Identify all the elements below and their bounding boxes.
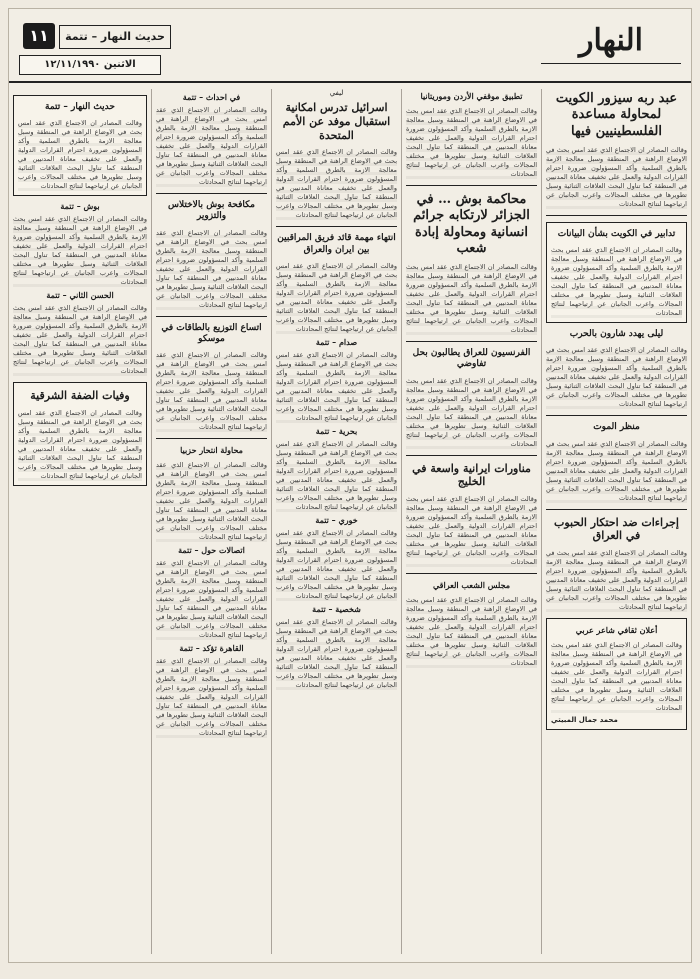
headline-iraq-grain: إجراءات ضد احتكار الحبوب في العراق xyxy=(554,515,679,543)
article-body: وقالت المصادر ان الاجتماع الذي عقد امس بحث في الاوضاع الراهنة في المنطقة وسبل معالجة الازمة بالطرق السلمية وأكد المسؤولون ضرورة احترام القرارات الدولية والعمل على تخفيف معاناة المدنيين في المنطقة كما تناول البحث العلاقات الثنائية وسبل تطويرها في مختلف المجالات واعرب الجانبان عن ارتياحهما لنتائج المحادثات xyxy=(276,148,397,220)
continued-contacts: اتصالات حول – تتمة xyxy=(178,545,245,555)
headline-death-scene: منظر الموت xyxy=(593,422,640,433)
date-line: الاثنين ١٢/١١/١٩٩٠ xyxy=(19,55,161,75)
column-1 xyxy=(541,89,691,954)
headline-jordan: تطبيق موقفي الأردن وموريتانيا xyxy=(420,91,523,101)
headline-observers: انتهاء مهمة قائد فريق المراقبين بين ايران والعراق xyxy=(277,233,396,255)
column-4 xyxy=(151,89,271,954)
article-body: وقالت المصادر ان الاجتماع الذي عقد امس بحث في الاوضاع الراهنة في المنطقة وسبل معالجة الازمة بالطرق السلمية وأكد المسؤولون ضرورة احترام القرارات الدولية والعمل على تخفيف معاناة المدنيين في المنطقة كما تناول البحث العلاقات الثنائية وسبل تطويرها في مختلف المجالات واعرب الجانبان عن ارتياحهما لنتائج المحادثات xyxy=(276,261,397,333)
article-body: وقالت المصادر ان الاجتماع الذي عقد امس بحث في الاوضاع الراهنة في المنطقة وسبل معالجة الازمة بالطرق السلمية وأكد المسؤولون ضرورة احترام القرارات الدولية والعمل على تخفيف معاناة المدنيين في المنطقة كما تناول البحث العلاقات الثنائية وسبل تطويرها في مختلف المجالات واعرب الجانبان عن ارتياحهما لنتائج المحادثات xyxy=(406,107,537,178)
boxed-obituaries xyxy=(13,382,147,486)
continued-saddam: صدام – تتمة xyxy=(315,336,358,347)
headline-obituaries: وفيات الضفة الشرقية xyxy=(30,389,130,403)
page-number: ١١ xyxy=(23,23,55,49)
boxed-editorial xyxy=(13,95,147,196)
article-body: وقالت المصادر ان الاجتماع الذي عقد امس بحث في الاوضاع الراهنة في المنطقة وسبل معالجة الازمة بالطرق السلمية وأكد المسؤولون ضرورة احترام القرارات الدولية والعمل على تخفيف معاناة المدنيين في المنطقة كما تناول البحث العلاقات الثنائية وسبل تطويرها في مختلف المجالات واعرب الجانبان عن ارتياحهما لنتائج المحادثات xyxy=(13,304,147,376)
continued-cairo: القاهرة تؤكد – تتمة xyxy=(179,643,244,653)
article-body: وقالت المصادر ان الاجتماع الذي عقد امس بحث في الاوضاع الراهنة في المنطقة وسبل معالجة الازمة بالطرق السلمية وأكد المسؤولون ضرورة احترام القرارات الدولية والعمل على تخفيف معاناة المدنيين في المنطقة كما تناول البحث العلاقات الثنائية وسبل تطويرها في مختلف المجالات واعرب الجانبان عن ارتياحهما لنتائج المحادثات xyxy=(18,409,142,480)
article-body: وقالت المصادر ان الاجتماع الذي عقد امس بحث في الاوضاع الراهنة في المنطقة وسبل معالجة الازمة بالطرق السلمية وأكد المسؤولون ضرورة احترام القرارات الدولية والعمل على تخفيف معاناة المدنيين في المنطقة كما تناول البحث العلاقات الثنائية وسبل تطويرها في مختلف المجالات واعرب الجانبان عن ارتياحهما لنتائج المحادثات xyxy=(156,228,267,309)
article-body: وقالت المصادر ان الاجتماع الذي عقد امس بحث في الاوضاع الراهنة في المنطقة وسبل معالجة الازمة بالطرق السلمية وأكد المسؤولون ضرورة احترام القرارات الدولية والعمل على تخفيف معاناة المدنيين في المنطقة كما تناول البحث العلاقات الثنائية وسبل تطويرها في مختلف المجالات واعرب الجانبان عن ارتياحهما لنتائج المحادثات xyxy=(276,350,397,422)
headline-bush-trial: محاكمة بوش … في الجزائر لارتكابه جرائم انسانية ومحاولة إبادة شعب xyxy=(413,192,530,256)
article-body: وقالت المصادر ان الاجتماع الذي عقد امس بحث في الاوضاع الراهنة في المنطقة وسبل معالجة الازمة بالطرق السلمية وأكد المسؤولون ضرورة احترام القرارات الدولية والعمل على تخفيف معاناة المدنيين في المنطقة كما تناول البحث العلاقات الثنائية وسبل تطويرها في مختلف المجالات واعرب الجانبان عن ارتياحهما لنتائج المحادثات xyxy=(406,596,537,667)
article-body: وقالت المصادر ان الاجتماع الذي عقد امس بحث في الاوضاع الراهنة في المنطقة وسبل معالجة الازمة بالطرق السلمية وأكد المسؤولون ضرورة احترام القرارات الدولية والعمل على تخفيف معاناة المدنيين في المنطقة كما تناول البحث العلاقات الثنائية وسبل تطويرها في مختلف المجالات واعرب الجانبان عن ارتياحهما لنتائج المحادثات xyxy=(156,461,267,541)
headline-editorial: حديث النهار – تتمة xyxy=(45,102,115,112)
article-body: وقالت المصادر ان الاجتماع الذي عقد امس بحث في الاوضاع الراهنة في المنطقة وسبل معالجة الازمة بالطرق السلمية وأكد المسؤولون ضرورة احترام القرارات الدولية والعمل على تخفيف معاناة المدنيين في المنطقة كما تناول البحث العلاقات الثنائية وسبل تطويرها في مختلف المجالات واعرب الجانبان عن ارتياحهما لنتائج المحادثات xyxy=(406,376,537,448)
boxed-announcement xyxy=(546,618,687,730)
article-body: وقالت المصادر ان الاجتماع الذي عقد امس بحث في الاوضاع الراهنة في المنطقة وسبل معالجة الازمة بالطرق السلمية وأكد المسؤولون ضرورة احترام القرارات الدولية والعمل على تخفيف معاناة المدنيين في المنطقة كما تناول البحث العلاقات الثنائية وسبل تطويرها في مختلف المجالات واعرب الجانبان عن ارتياحهما لنتائج المحادثات xyxy=(276,528,397,600)
continued-naval: بحرية – تتمة xyxy=(315,425,358,436)
headline-poet: أعلان ثقافي شاعر عربي xyxy=(575,625,658,635)
masthead-logo: النهار xyxy=(541,19,681,64)
article-body: وقالت المصادر ان الاجتماع الذي عقد امس بحث في الاوضاع الراهنة في المنطقة وسبل معالجة الازمة بالطرق السلمية وأكد المسؤولون ضرورة احترام القرارات الدولية والعمل على تخفيف معاناة المدنيين في المنطقة كما تناول البحث العلاقات الثنائية وسبل تطويرها في مختلف المجالات واعرب الجانبان عن ارتياحهما لنتائج المحادثات xyxy=(13,215,147,287)
headline-moscow: اتساع التوزيع بالطاقات في موسكو xyxy=(161,322,262,344)
headline-fraud: مكافحة بوش بالاختلاس والتزوير xyxy=(168,200,255,222)
article-body: وقالت المصادر ان الاجتماع الذي عقد امس بحث في الاوضاع الراهنة في المنطقة وسبل معالجة الازمة بالطرق السلمية وأكد المسؤولون ضرورة احترام القرارات الدولية والعمل على تخفيف معاناة المدنيين في المنطقة كما تناول البحث العلاقات الثنائية وسبل تطويرها في مختلف المجالات واعرب الجانبان عن ارتياحهما لنتائج المحادثات xyxy=(156,559,267,639)
newspaper-page xyxy=(8,8,692,963)
page-header xyxy=(9,9,691,83)
column-2 xyxy=(401,89,541,954)
headline-iraqi-council: مجلس الشعب العراقي xyxy=(432,580,511,590)
article-body: وقالت المصادر ان الاجتماع الذي عقد امس بحث في الاوضاع الراهنة في المنطقة وسبل معالجة الازمة بالطرق السلمية وأكد المسؤولون ضرورة احترام القرارات الدولية والعمل على تخفيف معاناة المدنيين في المنطقة كما تناول البحث العلاقات الثنائية وسبل تطويرها في مختلف المجالات واعرب الجانبان عن ارتياحهما لنتائج المحادثات xyxy=(551,641,682,712)
headline-iran-maneuvers: مناورات ايرانية واسعة في الخليج xyxy=(412,461,531,489)
article-body: وقالت المصادر ان الاجتماع الذي عقد امس بحث في الاوضاع الراهنة في المنطقة وسبل معالجة الازمة بالطرق السلمية وأكد المسؤولون ضرورة احترام القرارات الدولية والعمل على تخفيف معاناة المدنيين في المنطقة كما تناول البحث العلاقات الثنائية وسبل تطويرها في مختلف المجالات واعرب الجانبان عن ارتياحهما لنتائج المحادثات xyxy=(156,351,267,431)
article-body: وقالت المصادر ان الاجتماع الذي عقد امس بحث في الاوضاع الراهنة في المنطقة وسبل معالجة الازمة بالطرق السلمية وأكد المسؤولون ضرورة احترام القرارات الدولية والعمل على تخفيف معاناة المدنيين في المنطقة كما تناول البحث العلاقات الثنائية وسبل تطويرها في مختلف المجالات واعرب الجانبان عن ارتياحهما لنتائج المحادثات xyxy=(546,439,687,502)
article-body: وقالت المصادر ان الاجتماع الذي عقد امس بحث في الاوضاع الراهنة في المنطقة وسبل معالجة الازمة بالطرق السلمية وأكد المسؤولون ضرورة احترام القرارات الدولية والعمل على تخفيف معاناة المدنيين في المنطقة كما تناول البحث العلاقات الثنائية وسبل تطويرها في مختلف المجالات واعرب الجانبان عن ارتياحهما لنتائج المحادثات xyxy=(276,439,397,511)
article-body: وقالت المصادر ان الاجتماع الذي عقد امس بحث في الاوضاع الراهنة في المنطقة وسبل معالجة الازمة بالطرق السلمية وأكد المسؤولون ضرورة احترام القرارات الدولية والعمل على تخفيف معاناة المدنيين في المنطقة كما تناول البحث العلاقات الثنائية وسبل تطويرها في مختلف المجالات واعرب الجانبان عن ارتياحهما لنتائج المحادثات xyxy=(156,106,267,186)
article-body: وقالت المصادر ان الاجتماع الذي عقد امس بحث في الاوضاع الراهنة في المنطقة وسبل معالجة الازمة بالطرق السلمية وأكد المسؤولون ضرورة احترام القرارات الدولية والعمل على تخفيف معاناة المدنيين في المنطقة كما تناول البحث العلاقات الثنائية وسبل تطويرها في مختلف المجالات واعرب الجانبان عن ارتياحهما لنتائج المحادثات xyxy=(406,263,537,334)
article-body: وقالت المصادر ان الاجتماع الذي عقد امس بحث في الاوضاع الراهنة في المنطقة وسبل معالجة الازمة بالطرق السلمية وأكد المسؤولون ضرورة احترام القرارات الدولية والعمل على تخفيف معاناة المدنيين في المنطقة كما تناول البحث العلاقات الثنائية وسبل تطويرها في مختلف المجالات واعرب الجانبان عن ارتياحهما لنتائج المحادثات xyxy=(546,346,687,409)
column-3 xyxy=(271,89,401,954)
continued-bush: بوش – تتمة xyxy=(60,201,100,212)
headline-kuwait-measures: تدابير في الكويت بشأن البيانات xyxy=(557,228,676,239)
article-body: وقالت المصادر ان الاجتماع الذي عقد امس بحث في الاوضاع الراهنة في المنطقة وسبل معالجة الازمة بالطرق السلمية وأكد المسؤولون ضرورة احترام القرارات الدولية والعمل على تخفيف معاناة المدنيين في المنطقة كما تناول البحث العلاقات الثنائية وسبل تطويرها في مختلف المجالات واعرب الجانبان عن ارتياحهما لنتائج المحادثات xyxy=(276,617,397,689)
headline-sharon: ليلى يهدد شارون بالحرب xyxy=(569,329,664,339)
column-5 xyxy=(9,89,151,954)
article-body: وقالت المصادر ان الاجتماع الذي عقد امس بحث في الاوضاع الراهنة في المنطقة وسبل معالجة الازمة بالطرق السلمية وأكد المسؤولون ضرورة احترام القرارات الدولية والعمل على تخفيف معاناة المدنيين في المنطقة كما تناول البحث العلاقات الثنائية وسبل تطويرها في مختلف المجالات واعرب الجانبان عن ارتياحهما لنتائج المحادثات xyxy=(18,119,142,191)
continued-personality: شخصية – تتمة xyxy=(312,603,361,614)
article-body: وقالت المصادر ان الاجتماع الذي عقد امس بحث في الاوضاع الراهنة في المنطقة وسبل معالجة الازمة بالطرق السلمية وأكد المسؤولون ضرورة احترام القرارات الدولية والعمل على تخفيف معاناة المدنيين في المنطقة كما تناول البحث العلاقات الثنائية وسبل تطويرها في مختلف المجالات واعرب الجانبان عن ارتياحهما لنتائج المحادثات xyxy=(156,657,267,737)
headline-israel-un: اسرائيل تدرس امكانية استقبال موفد عن الأمم المتحدة xyxy=(282,101,391,142)
section-flag: حديث النهار – تتمة xyxy=(59,25,171,49)
article-body: وقالت المصادر ان الاجتماع الذي عقد امس بحث في الاوضاع الراهنة في المنطقة وسبل معالجة الازمة بالطرق السلمية وأكد المسؤولون ضرورة احترام القرارات الدولية والعمل على تخفيف معاناة المدنيين في المنطقة كما تناول البحث العلاقات الثنائية وسبل تطويرها في مختلف المجالات واعرب الجانبان عن ارتياحهما لنتائج المحادثات xyxy=(546,145,687,208)
continued-hassan: الحسن الثاني – تتمة xyxy=(46,290,114,301)
article-body: وقالت المصادر ان الاجتماع الذي عقد امس بحث في الاوضاع الراهنة في المنطقة وسبل معالجة الازمة بالطرق السلمية وأكد المسؤولون ضرورة احترام القرارات الدولية والعمل على تخفيف معاناة المدنيين في المنطقة كما تناول البحث العلاقات الثنائية وسبل تطويرها في مختلف المجالات واعرب الجانبان عن ارتياحهما لنتائج المحادثات xyxy=(551,246,682,317)
kicker-levy: ليفي xyxy=(329,89,344,97)
article-body: وقالت المصادر ان الاجتماع الذي عقد امس بحث في الاوضاع الراهنة في المنطقة وسبل معالجة الازمة بالطرق السلمية وأكد المسؤولون ضرورة احترام القرارات الدولية والعمل على تخفيف معاناة المدنيين في المنطقة كما تناول البحث العلاقات الثنائية وسبل تطويرها في مختلف المجالات واعرب الجانبان عن ارتياحهما لنتائج المحادثات xyxy=(406,495,537,566)
headline-suicide: محاولة انتحار حزبيا xyxy=(180,445,243,455)
signature: محمد جمال المبيتي xyxy=(551,716,618,724)
headline-kuwait: عبد ربه سيزور الكويت لمحاولة مساعدة الفلسطينيين فيها xyxy=(555,91,678,139)
continued-events: في احداث – تتمة xyxy=(182,92,241,102)
continued-khoury: خوري – تتمة xyxy=(315,514,358,525)
boxed-story xyxy=(546,222,687,323)
headline-french: الفرنسيون للعراق يطالبون بحل تفاوضي xyxy=(412,348,531,370)
article-body: وقالت المصادر ان الاجتماع الذي عقد امس بحث في الاوضاع الراهنة في المنطقة وسبل معالجة الازمة بالطرق السلمية وأكد المسؤولون ضرورة احترام القرارات الدولية والعمل على تخفيف معاناة المدنيين في المنطقة كما تناول البحث العلاقات الثنائية وسبل تطويرها في مختلف المجالات واعرب الجانبان عن ارتياحهما لنتائج المحادثات xyxy=(546,549,687,611)
